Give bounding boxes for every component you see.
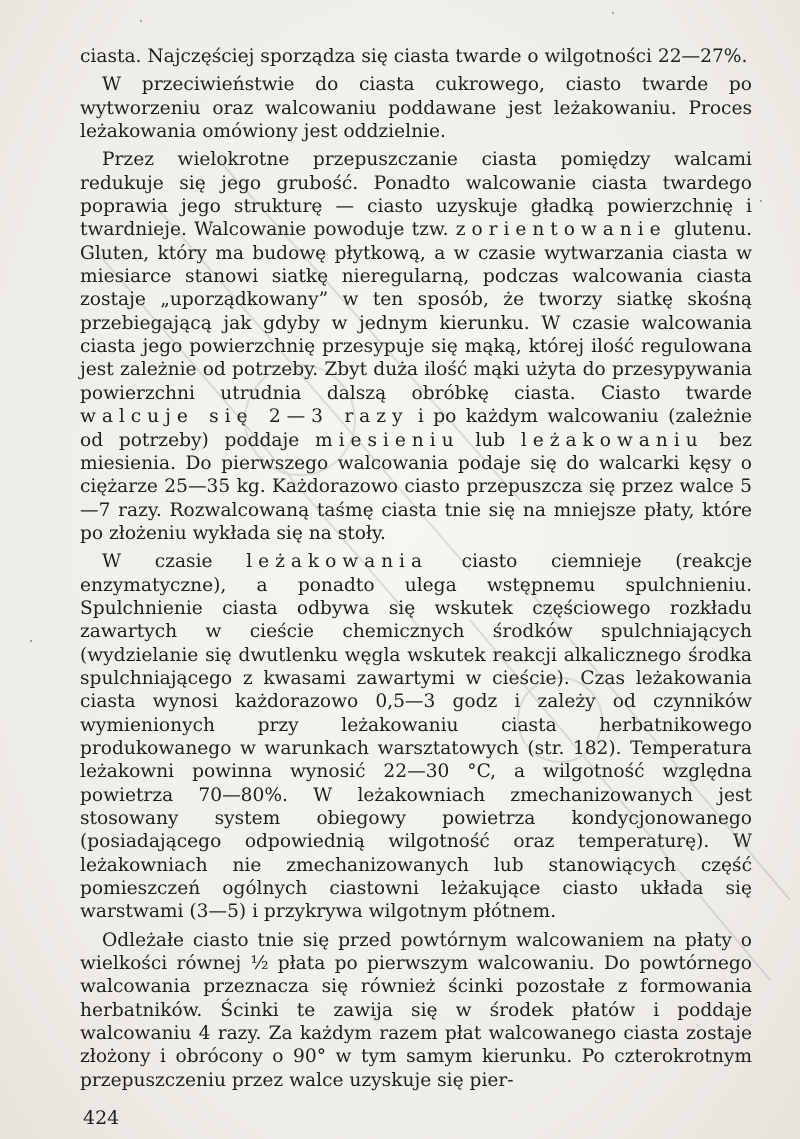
body-text — [80, 45, 752, 1097]
paragraph — [80, 929, 752, 1092]
text-run: glutenu. Gluten, który ma budowę płytkową, a w czasie wytwarzania ciasta w miesiarce stanowi siatkę nieregularną, podczas walcowania ciasta zostaje „uporządkowany” w ten sposób, że tworzy siatkę skośną przebiegającą jak gdyby w jednym kierunku. W czasie walcowania ciasta jego powierzchnię przesypuje się mąką, której ilość regulowana jest zależnie od potrzeby. Zbyt duża ilość mąki użyta do przesypywania powierzchni utrudnia dalszą obróbkę ciasta. Ciasto twarde — [80, 219, 752, 404]
scan-speck — [760, 200, 762, 202]
text-run: Odleżałe ciasto tnie się przed powtórnym walcowaniem na płaty o wielkości równej ½ płata po pierwszym walcowaniu. Do powtórnego walcowania przeznacza się również ścinki pozostałe z formowania herbatników. Ścinki te zawija się w środek płatów i poddaje walcowaniu 4 razy. Za każdym razem płat walcowanego ciasta zostaje złożony i obrócony o 90° w tym samym kierunku. Po czterokrotnym przepuszczeniu przez walce uzyskuje się pier- — [80, 929, 752, 1091]
spaced-emphasis-text: zorientowanie — [455, 219, 667, 241]
paragraph — [80, 550, 752, 924]
page-number: 424 — [83, 1107, 120, 1129]
text-run: i po każdym walcowaniu (zależnie od potrzeby) poddaje — [80, 406, 752, 451]
paragraph — [80, 45, 752, 68]
text-run: bez miesienia. Do pierwszego walcowania podaje się do walcarki kęsy o ciężarze 25—35 kg. Każdorazowo ciasto przepuszcza się przez walce 5—7 razy. Rozwalcowaną taśmę ciasta tnie się na mniejsze płaty, które po złożeniu wykłada się na stoły. — [80, 429, 752, 544]
paragraph — [80, 148, 752, 545]
text-run: W przeciwieństwie do ciasta cukrowego, ciasto twarde po wytworzeniu oraz walcowaniu poddawane jest leżakowaniu. Proces leżakowania omówiony jest oddzielnie. — [80, 74, 752, 143]
text-run: ciasto ciemnieje (reakcje enzymatyczne), a ponadto ulega wstępnemu spulchnieniu. Spulchnienie ciasta odbywa się wskutek częściowego rozkładu zawartych w cieście chemicznych środków spulchniających (wydzielanie się dwutlenku węgla wskutek reakcji alkalicznego środka spulchniającego z kwasami zawartymi w cieście). Czas leżakowania ciasta wynosi każdorazowo 0,5—3 godz i zależy od czynników wymienionych przy leżakowaniu ciasta herbatnikowego produkowanego w warunkach warsztatowych (str. 182). Temperatura leżakowni powinna wynosić 22—30 °C, a wilgotność względna powietrza 70—80%. W leżakowniach zmechanizowanych jest stosowany system obiegowy powietrza kondycjonowanego (posiadającego odpowiednią wilgotność oraz temperaturę). W leżakowniach nie zmechanizowanych lub stanowiących część pomieszczeń ogólnych ciastowni leżakujące ciasto układa się warstwami (3—5) i przykrywa wilgotnym płótnem. — [80, 551, 752, 923]
text-run: lub — [459, 429, 521, 451]
spaced-emphasis-text: leżakowania — [246, 551, 428, 573]
scan-speck — [612, 12, 614, 14]
spaced-emphasis-text: leżakowaniu — [520, 429, 704, 451]
spaced-emphasis-text: miesieniu — [315, 429, 460, 451]
scan-speck — [30, 640, 32, 642]
paragraph — [80, 73, 752, 143]
text-run: Przez wielokrotne przepuszczanie ciasta pomiędzy walcami redukuje się jego grubość. Ponadto walcowanie ciasta twardego poprawia jego strukturę — ciasto uzyskuje gładką powierzchnię i twardnieje. Walcowanie powoduje tzw. — [80, 149, 752, 241]
text-run: W czasie — [102, 551, 247, 573]
text-run: ciasta. Najczęściej sporządza się ciasta twarde o wilgotności 22—27%. — [80, 46, 748, 67]
scan-speck — [140, 20, 142, 22]
spaced-emphasis-text: walcuje się 2—3 razy — [80, 406, 409, 428]
